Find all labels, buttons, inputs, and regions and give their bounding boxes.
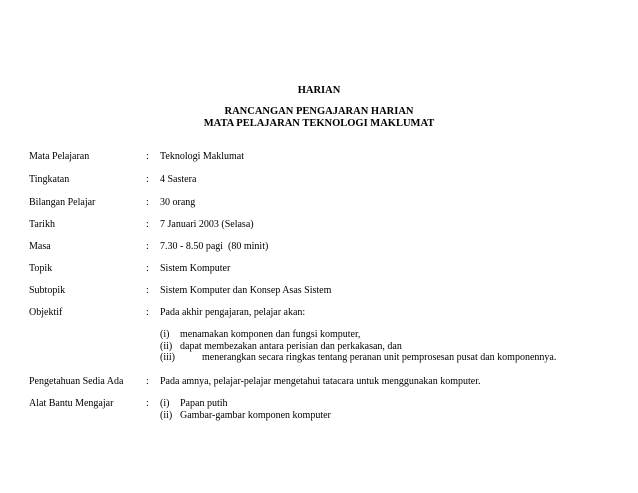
field-label-topik: Topik <box>29 263 53 274</box>
field-value-objektif: Pada akhir pengajaran, pelajar akan: <box>160 307 306 318</box>
field-separator: : <box>146 307 149 318</box>
field-separator: : <box>146 151 149 162</box>
objektif-item-marker: (ii) <box>160 341 173 352</box>
field-value-subtopik: Sistem Komputer dan Konsep Asas Sistem <box>160 285 332 296</box>
objektif-item-text: menerangkan secara ringkas tentang peranan unit pemprosesan pusat dan komponennya. <box>202 352 557 363</box>
field-value-masa: 7.30 - 8.50 pagi (80 minit) <box>160 241 269 252</box>
field-separator: : <box>146 285 149 296</box>
field-value-mata-pelajaran: Teknologi Maklumat <box>160 151 245 162</box>
field-separator: : <box>146 376 149 387</box>
field-label-tingkatan: Tingkatan <box>29 174 70 185</box>
field-label-subtopik: Subtopik <box>29 285 66 296</box>
field-separator: : <box>146 219 149 230</box>
field-label-tarikh: Tarikh <box>29 219 55 230</box>
document-title: HARIAN <box>297 85 341 96</box>
document-subtitle-subject: MATA PELAJARAN TEKNOLOGI MAKLUMAT <box>203 118 435 129</box>
field-separator: : <box>146 398 149 409</box>
alat-bantu-item-text: Papan putih <box>180 398 228 409</box>
field-value-pengetahuan-sedia-ada: Pada amnya, pelajar-pelajar mengetahui tatacara untuk menggunakan komputer. <box>160 376 481 387</box>
field-separator: : <box>146 197 149 208</box>
field-label-alat-bantu-mengajar: Alat Bantu Mengajar <box>29 398 114 409</box>
alat-bantu-item-marker: (ii) <box>160 410 173 421</box>
objektif-item-marker: (i) <box>160 329 170 340</box>
objektif-item-text: menamakan komponen dan fungsi komputer, <box>180 329 361 340</box>
document-subtitle-rph: RANCANGAN PENGAJARAN HARIAN <box>224 106 414 117</box>
field-label-objektif: Objektif <box>29 307 63 318</box>
field-separator: : <box>146 241 149 252</box>
alat-bantu-item-marker: (i) <box>160 398 170 409</box>
field-label-masa: Masa <box>29 241 51 252</box>
field-value-bilangan-pelajar: 30 orang <box>160 197 196 208</box>
alat-bantu-item-text: Gambar-gambar komponen komputer <box>180 410 331 421</box>
objektif-item-text: dapat membezakan antara perisian dan perkakasan, dan <box>180 341 402 352</box>
field-label-pengetahuan-sedia-ada: Pengetahuan Sedia Ada <box>29 376 124 387</box>
field-value-tingkatan: 4 Sastera <box>160 174 197 185</box>
field-value-topik: Sistem Komputer <box>160 263 231 274</box>
field-label-mata-pelajaran: Mata Pelajaran <box>29 151 90 162</box>
field-label-bilangan-pelajar: Bilangan Pelajar <box>29 197 96 208</box>
field-value-tarikh: 7 Januari 2003 (Selasa) <box>160 219 254 230</box>
field-separator: : <box>146 174 149 185</box>
field-separator: : <box>146 263 149 274</box>
objektif-item-marker: (iii) <box>160 352 175 363</box>
